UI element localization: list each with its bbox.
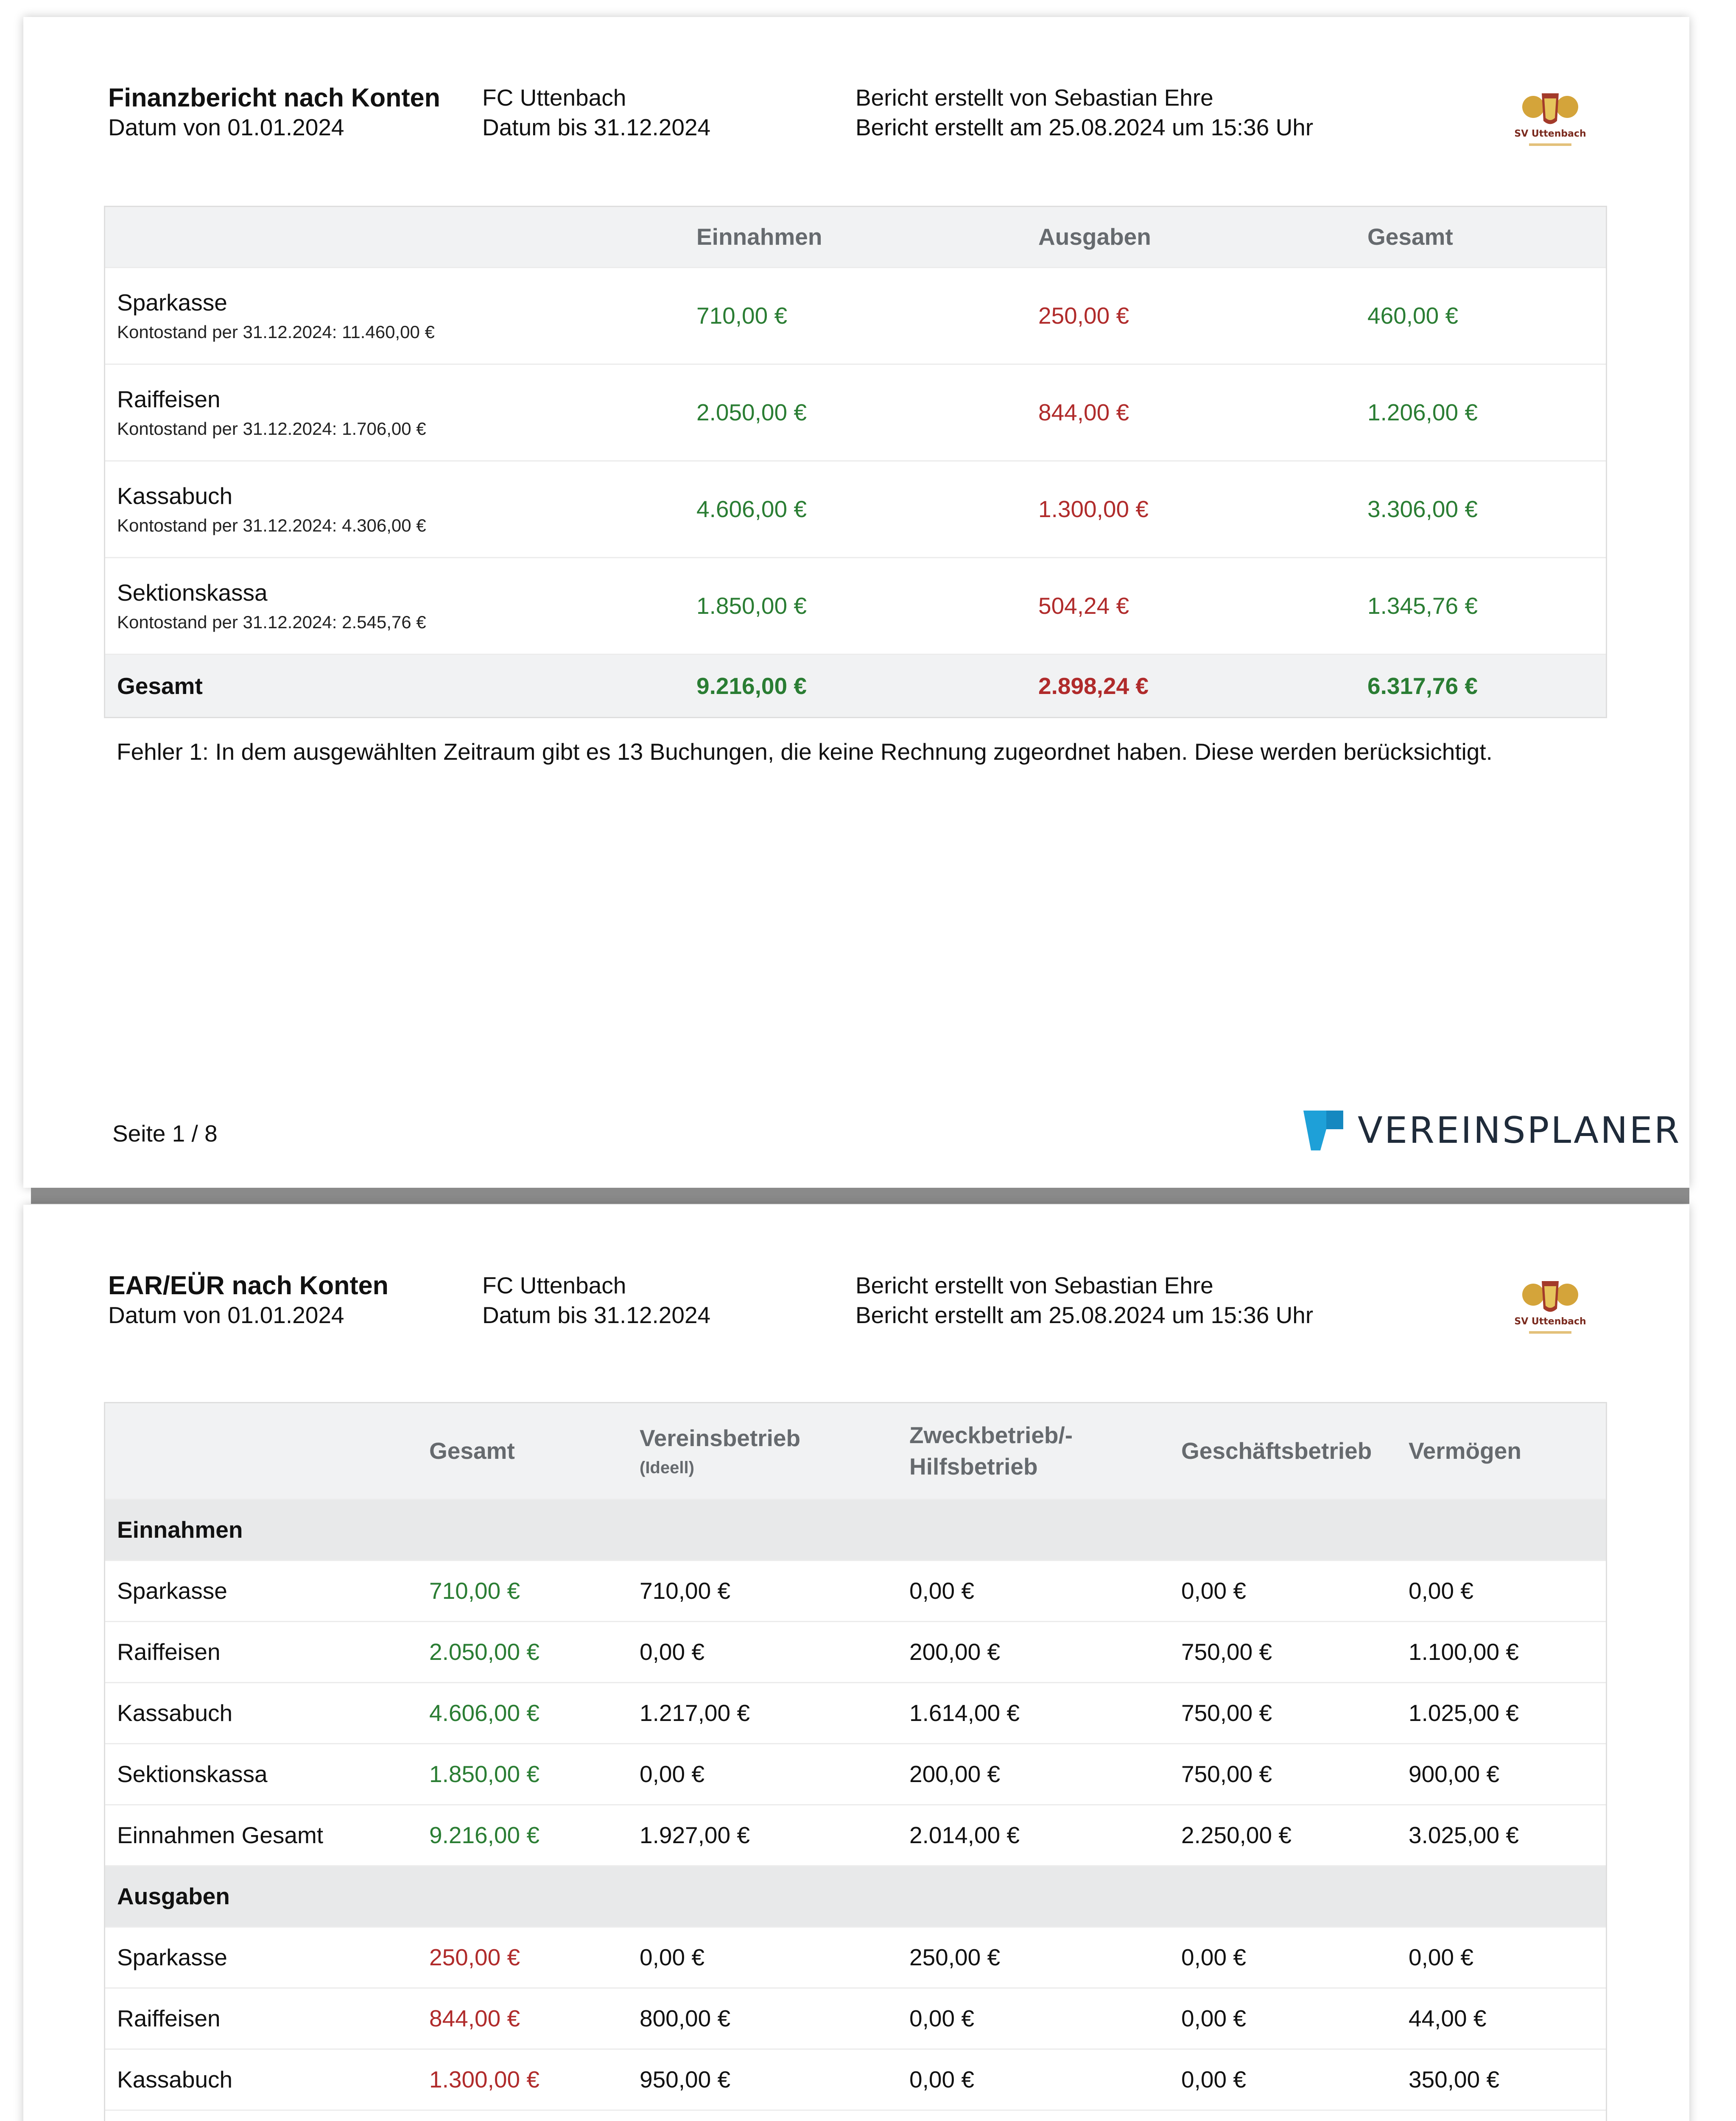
cell-total: 710,00 € [417, 1560, 628, 1621]
section-row-income [105, 1499, 1606, 1560]
created-at: Bericht erstellt am 25.08.2024 um 15:36 Uhr [855, 1302, 1314, 1328]
club-name: FC Uttenbach [482, 1272, 626, 1298]
row-label: Kassabuch [105, 1682, 417, 1743]
col-header-purpose [897, 1403, 1169, 1499]
income-total-row [105, 1805, 1606, 1866]
table-row [105, 1988, 1606, 2049]
club-block [482, 83, 710, 142]
expense-value: 844,00 € [1026, 364, 1356, 461]
page-separator [31, 1188, 1689, 1204]
row-label: Einnahmen Gesamt [105, 1805, 417, 1866]
table-row [105, 1682, 1606, 1743]
created-at: Bericht erstellt am 25.08.2024 um 15:36 Uhr [855, 114, 1314, 140]
cell-ideal: 1.217,00 € [628, 1682, 897, 1743]
expense-value: 504,24 € [1026, 557, 1356, 654]
col-header-ideal-sub: (Ideell) [640, 1458, 694, 1477]
cell-ideal: 0,00 € [628, 1621, 897, 1682]
account-balance: Kontostand per 31.12.2024: 2.545,76 € [117, 612, 426, 632]
table-row [105, 1927, 1606, 1988]
table-row [105, 461, 1606, 557]
cell-purpose: 1.614,00 € [897, 1682, 1169, 1743]
cell-business [1169, 2110, 1397, 2121]
cell-purpose: 250,00 € [897, 1927, 1169, 1988]
col-header-total: Gesamt [417, 1403, 628, 1499]
account-balance: Kontostand per 31.12.2024: 1.706,00 € [117, 419, 426, 439]
col-header-purpose-line1: Zweckbetrieb/- [909, 1422, 1073, 1449]
row-label: Kassabuch [105, 2049, 417, 2110]
logo-text: SV Uttenbach [1514, 129, 1586, 139]
cell-assets: 0,00 € [1397, 1927, 1606, 1988]
cell-total [417, 2110, 628, 2121]
expense-value: 1.300,00 € [1026, 461, 1356, 557]
account-name: Sektionskassa [117, 579, 268, 606]
cell-assets: 900,00 € [1397, 1743, 1606, 1805]
club-name: FC Uttenbach [482, 84, 626, 111]
cell-business: 0,00 € [1169, 1560, 1397, 1621]
row-label: Sektionskassa [105, 1743, 417, 1805]
date-to: Datum bis 31.12.2024 [482, 1302, 711, 1328]
total-label: Gesamt [105, 654, 685, 717]
total-value: 1.206,00 € [1356, 364, 1606, 461]
vereinsplaner-logo-icon [1300, 1107, 1347, 1154]
cell-ideal: 950,00 € [628, 2049, 897, 2110]
cell-purpose: 200,00 € [897, 1743, 1169, 1805]
col-header-assets: Vermögen [1397, 1403, 1606, 1499]
vereinsplaner-brand [1300, 1107, 1681, 1154]
accounts-table [105, 207, 1606, 717]
cell-business: 2.250,00 € [1169, 1805, 1397, 1866]
income-value: 4.606,00 € [685, 461, 1026, 557]
cell-total: 9.216,00 € [417, 1805, 628, 1866]
account-name: Sparkasse [117, 289, 227, 316]
total-income: 9.216,00 € [685, 654, 1026, 717]
club-logo [1504, 1268, 1597, 1345]
row-label: Sparkasse [105, 1927, 417, 1988]
income-value: 2.050,00 € [685, 364, 1026, 461]
report-page-1 [23, 17, 1689, 1188]
cell-ideal: 0,00 € [628, 1743, 897, 1805]
meta-block [855, 1270, 1313, 1330]
col-header-purpose-line2: Hilfsbetrieb [909, 1453, 1038, 1480]
cell-ideal [628, 2110, 897, 2121]
table-row [105, 2049, 1606, 2110]
total-value: 1.345,76 € [1356, 557, 1606, 654]
brand-name: VEREINSPLANER [1358, 1109, 1681, 1152]
cell-ideal: 710,00 € [628, 1560, 897, 1621]
table-row [105, 1621, 1606, 1682]
row-label [105, 2110, 417, 2121]
cell-purpose [897, 2110, 1169, 2121]
col-header-expense: Ausgaben [1026, 207, 1356, 267]
table-row [105, 1560, 1606, 1621]
cell-total: 1.300,00 € [417, 2049, 628, 2110]
cell-purpose: 0,00 € [897, 1988, 1169, 2049]
table-row [105, 2110, 1606, 2121]
date-from: Datum von 01.01.2024 [108, 114, 344, 140]
account-name: Raiffeisen [117, 386, 221, 412]
col-header-account [105, 1403, 417, 1499]
cell-total: 844,00 € [417, 1988, 628, 2049]
col-header-income: Einnahmen [685, 207, 1026, 267]
table-row [105, 557, 1606, 654]
page-number: Seite 1 / 8 [112, 1120, 218, 1147]
table-row [105, 1743, 1606, 1805]
table-row [105, 364, 1606, 461]
total-value: 460,00 € [1356, 267, 1606, 364]
cell-purpose: 200,00 € [897, 1621, 1169, 1682]
col-header-ideal [628, 1403, 897, 1499]
row-label: Raiffeisen [105, 1621, 417, 1682]
cell-total: 2.050,00 € [417, 1621, 628, 1682]
cell-assets: 1.100,00 € [1397, 1621, 1606, 1682]
meta-block [855, 83, 1313, 142]
cell-assets: 1.025,00 € [1397, 1682, 1606, 1743]
total-total: 6.317,76 € [1356, 654, 1606, 717]
cell-business: 750,00 € [1169, 1621, 1397, 1682]
ear-table-body [105, 1499, 1606, 2121]
col-header-account [105, 207, 685, 267]
cell-business: 750,00 € [1169, 1743, 1397, 1805]
cell-ideal: 800,00 € [628, 1988, 897, 2049]
cell-assets: 3.025,00 € [1397, 1805, 1606, 1866]
report-title: EAR/EÜR nach Konten [108, 1271, 389, 1300]
club-logo [1504, 81, 1597, 157]
cell-assets [1397, 2110, 1606, 2121]
col-header-ideal-label: Vereinsbetrieb [640, 1424, 801, 1451]
cell-total: 4.606,00 € [417, 1682, 628, 1743]
club-block [482, 1270, 710, 1330]
row-label: Sparkasse [105, 1560, 417, 1621]
cell-total: 1.850,00 € [417, 1743, 628, 1805]
income-value: 1.850,00 € [685, 557, 1026, 654]
income-value: 710,00 € [685, 267, 1026, 364]
created-by: Bericht erstellt von Sebastian Ehre [855, 84, 1213, 111]
date-from: Datum von 01.01.2024 [108, 1302, 344, 1328]
section-label: Einnahmen [105, 1499, 1606, 1560]
cell-assets: 44,00 € [1397, 1988, 1606, 2049]
account-name: Kassabuch [117, 483, 233, 509]
account-balance: Kontostand per 31.12.2024: 4.306,00 € [117, 515, 426, 535]
report-title-block [108, 83, 440, 142]
cell-business: 0,00 € [1169, 2049, 1397, 2110]
cell-assets: 350,00 € [1397, 2049, 1606, 2110]
total-expense: 2.898,24 € [1026, 654, 1356, 717]
cell-total: 250,00 € [417, 1927, 628, 1988]
cell-purpose: 2.014,00 € [897, 1805, 1169, 1866]
cell-purpose: 0,00 € [897, 1560, 1169, 1621]
section-row-expense [105, 1866, 1606, 1927]
table-row [105, 267, 1606, 364]
table-header-row [105, 1403, 1606, 1499]
cell-business: 750,00 € [1169, 1682, 1397, 1743]
logo-text: SV Uttenbach [1514, 1316, 1586, 1327]
account-balance: Kontostand per 31.12.2024: 11.460,00 € [117, 322, 435, 342]
ear-table [105, 1403, 1606, 2121]
cell-ideal: 0,00 € [628, 1927, 897, 1988]
created-by: Bericht erstellt von Sebastian Ehre [855, 1272, 1213, 1298]
row-label: Raiffeisen [105, 1988, 417, 2049]
table-header-row [105, 207, 1606, 267]
cell-ideal: 1.927,00 € [628, 1805, 897, 1866]
cell-purpose: 0,00 € [897, 2049, 1169, 2110]
cell-assets: 0,00 € [1397, 1560, 1606, 1621]
error-note: Fehler 1: In dem ausgewählten Zeitraum gibt es 13 Buchungen, die keine Rechnung zugeordnet haben. Diese werden berücksichtigt. [117, 739, 1493, 765]
col-header-business: Geschäftsbetrieb [1169, 1403, 1397, 1499]
total-value: 3.306,00 € [1356, 461, 1606, 557]
date-to: Datum bis 31.12.2024 [482, 114, 711, 140]
section-label: Ausgaben [105, 1866, 1606, 1927]
report-title: Finanzbericht nach Konten [108, 83, 440, 112]
expense-value: 250,00 € [1026, 267, 1356, 364]
cell-business: 0,00 € [1169, 1927, 1397, 1988]
total-row [105, 654, 1606, 717]
col-header-total: Gesamt [1356, 207, 1606, 267]
report-page-2 [23, 1205, 1689, 2121]
report-title-block [108, 1270, 389, 1330]
cell-business: 0,00 € [1169, 1988, 1397, 2049]
